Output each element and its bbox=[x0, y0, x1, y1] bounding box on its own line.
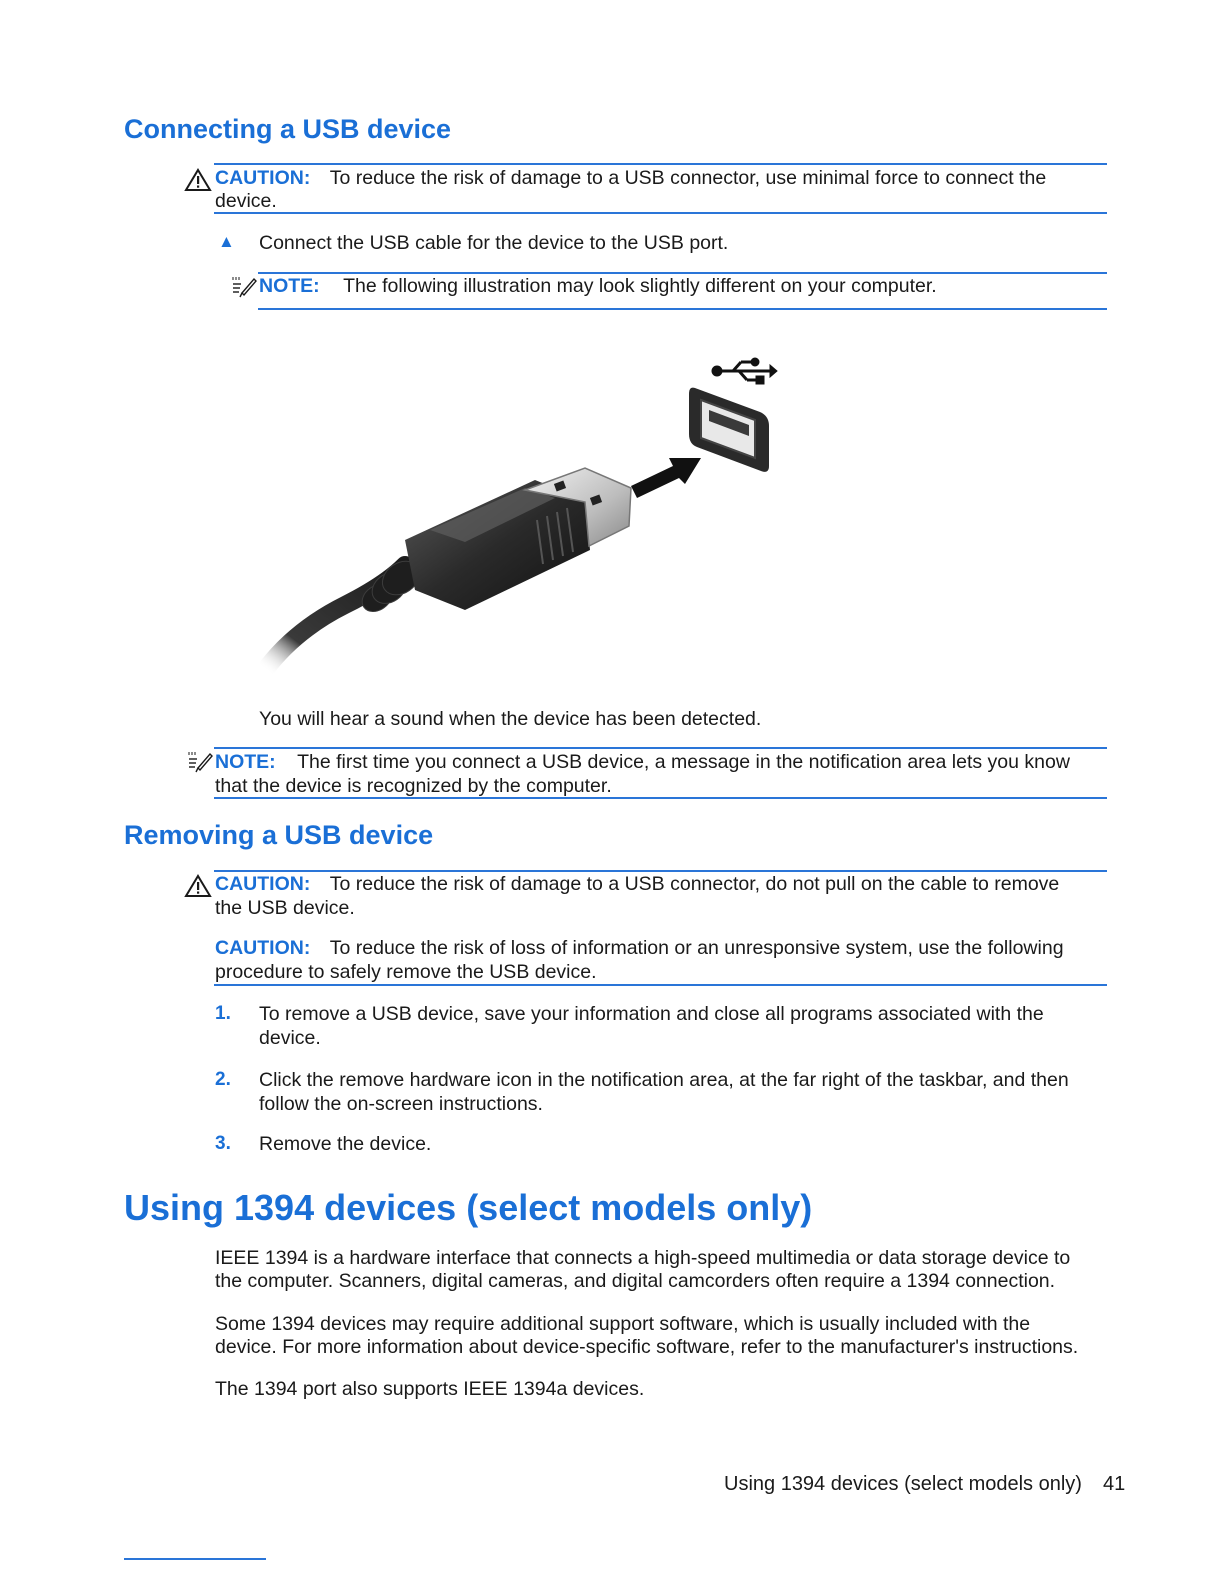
paragraph: device. For more information about device-specific software, refer to the manufacturer's instructions. bbox=[215, 1336, 1079, 1358]
footer-rule bbox=[124, 1558, 266, 1560]
note2-text-cont: that the device is recognized by the computer. bbox=[215, 775, 612, 797]
caution-text-cont: procedure to safely remove the USB device. bbox=[215, 961, 597, 983]
step-number: 2. bbox=[215, 1069, 231, 1090]
caution-label: CAUTION: bbox=[215, 873, 311, 895]
note1-label: NOTE: bbox=[259, 275, 320, 297]
caution-text: To reduce the risk of damage to a USB connector, use minimal force to connect the bbox=[329, 167, 1047, 189]
caution-text-cont: device. bbox=[215, 190, 277, 212]
caution-label: CAUTION: bbox=[215, 167, 311, 189]
note2-bottom-rule bbox=[214, 797, 1107, 799]
paragraph: the computer. Scanners, digital cameras, and digital camcorders often require a 1394 connection. bbox=[215, 1270, 1056, 1292]
note2-label: NOTE: bbox=[215, 751, 276, 773]
section-heading-removing: Removing a USB device bbox=[124, 820, 434, 850]
caution-text: To reduce the risk of loss of information or an unresponsive system, use the following bbox=[329, 937, 1064, 959]
step-text-cont: follow the on-screen instructions. bbox=[259, 1093, 543, 1115]
note1-text: The following illustration may look slightly different on your computer. bbox=[343, 275, 937, 297]
caution-text: To reduce the risk of damage to a USB connector, do not pull on the cable to remove bbox=[329, 873, 1060, 895]
step-connect-text: Connect the USB cable for the device to the USB port. bbox=[259, 232, 729, 254]
footer-running-title: Using 1394 devices (select models only) bbox=[724, 1473, 1082, 1495]
section-heading-connecting: Connecting a USB device bbox=[124, 114, 452, 144]
step-text: Click the remove hardware icon in the notification area, at the far right of the taskbar, and then bbox=[259, 1069, 1069, 1091]
insert-arrow-icon bbox=[631, 458, 701, 498]
step-text: To remove a USB device, save your information and close all programs associated with the bbox=[259, 1003, 1044, 1025]
page-number: 41 bbox=[1103, 1473, 1126, 1495]
caution-label: CAUTION: bbox=[215, 937, 311, 959]
usb-port-icon bbox=[689, 388, 769, 472]
note-pencil-icon bbox=[230, 275, 258, 299]
note2-text: The first time you connect a USB device, a message in the notification area lets you know bbox=[297, 751, 1070, 773]
caution-warning-icon bbox=[184, 874, 212, 898]
caution-text-cont: the USB device. bbox=[215, 897, 355, 919]
paragraph: The 1394 port also supports IEEE 1394a devices. bbox=[215, 1378, 645, 1400]
usb-symbol-icon bbox=[713, 359, 777, 383]
note1 bbox=[259, 274, 937, 298]
caution2-bottom-rule bbox=[214, 984, 1107, 986]
step-text-cont: device. bbox=[259, 1027, 321, 1049]
caution-top-rule bbox=[214, 163, 1107, 165]
chapter-heading-1394: Using 1394 devices (select models only) bbox=[124, 1187, 813, 1228]
caution-connect bbox=[215, 166, 1046, 190]
step-number: 1. bbox=[215, 1003, 231, 1024]
sound-detected-text: You will hear a sound when the device has been detected. bbox=[259, 708, 762, 730]
note1-bottom-rule bbox=[258, 308, 1107, 310]
caution-warning-icon bbox=[184, 168, 212, 192]
step-bullet: ▲ bbox=[218, 232, 235, 251]
note-pencil-icon bbox=[186, 750, 214, 774]
step-text: Remove the device. bbox=[259, 1133, 432, 1155]
caution-bottom-rule bbox=[214, 212, 1107, 214]
caution-remove-1 bbox=[215, 872, 1059, 896]
note2 bbox=[215, 750, 1070, 774]
paragraph: IEEE 1394 is a hardware interface that connects a high-speed multimedia or data storage device to bbox=[215, 1247, 1071, 1269]
note2-top-rule bbox=[214, 747, 1107, 749]
paragraph: Some 1394 devices may require additional support software, which is usually included with the bbox=[215, 1313, 1031, 1335]
step-number: 3. bbox=[215, 1133, 231, 1154]
usb-plug-illustration bbox=[255, 350, 795, 690]
caution-remove-2 bbox=[215, 936, 1064, 960]
